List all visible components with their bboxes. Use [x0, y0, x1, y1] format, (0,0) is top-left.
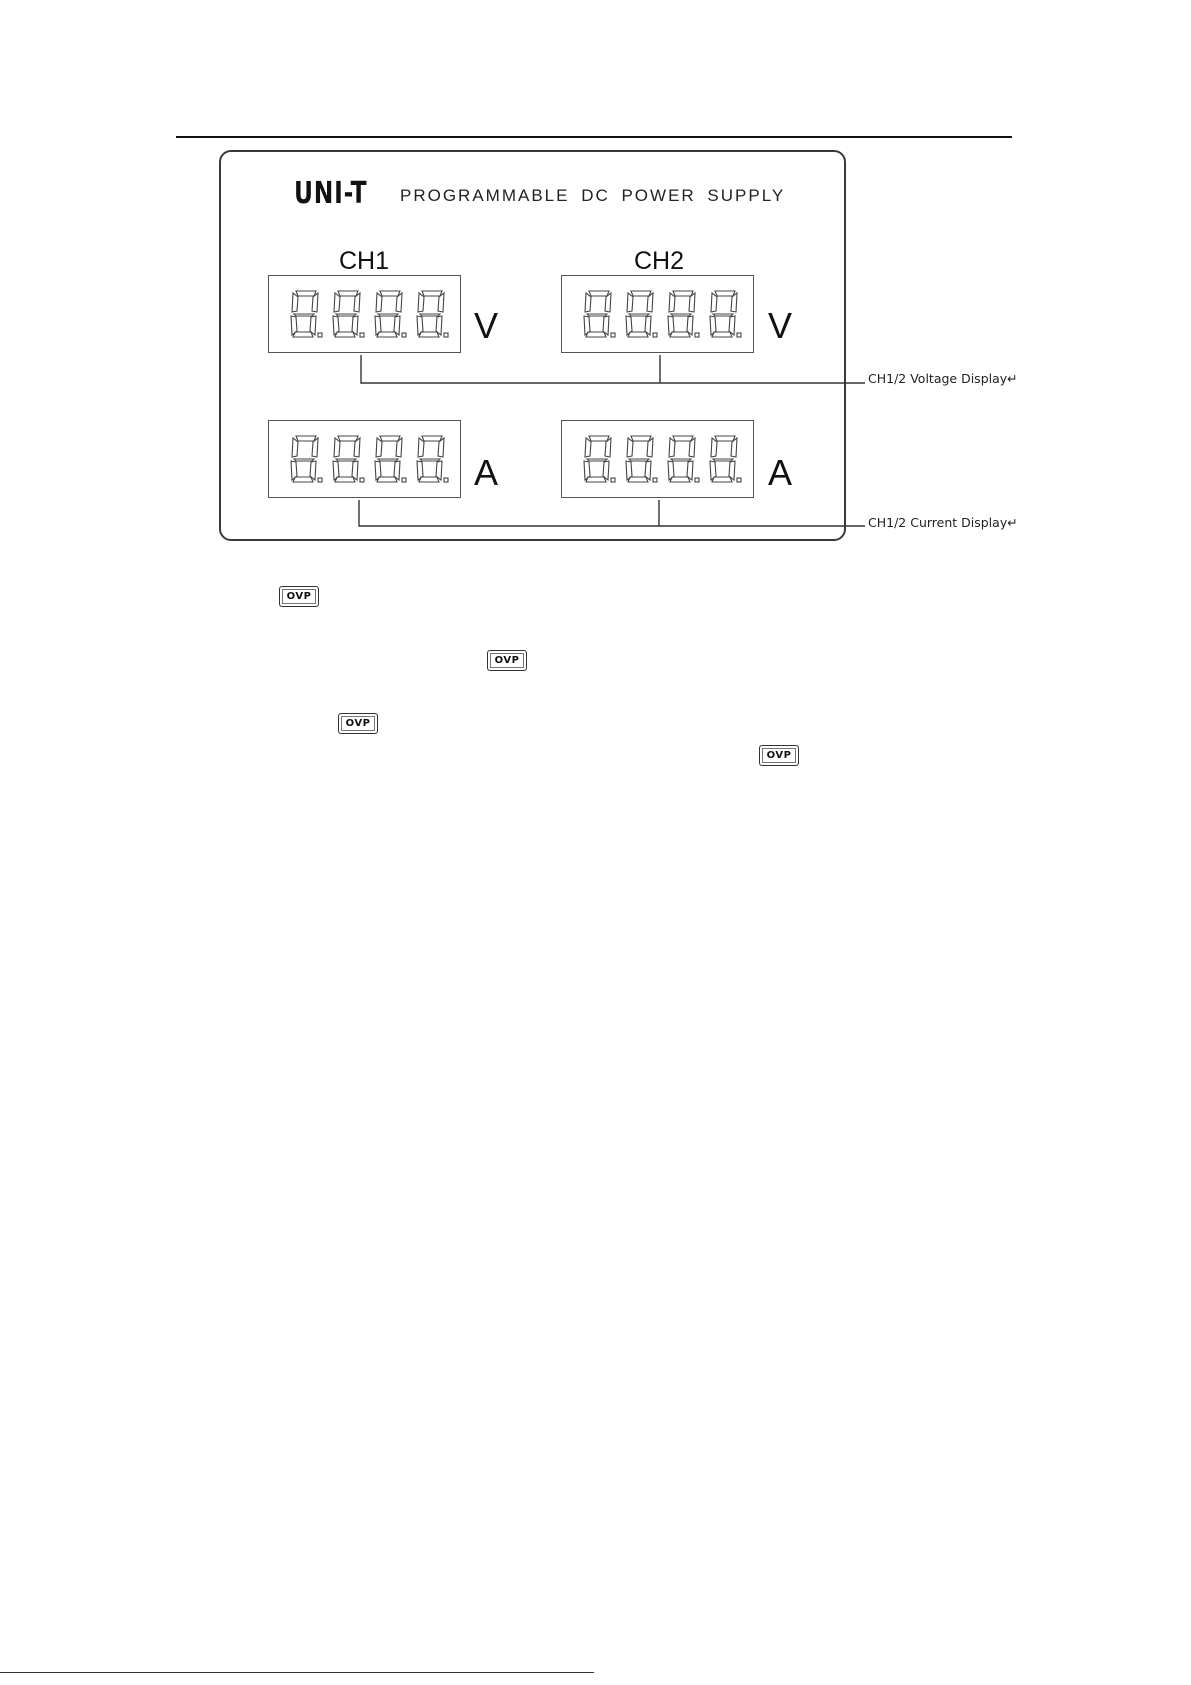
ovp-key-icon: OVP — [279, 586, 319, 607]
voltage-leader-line — [361, 355, 865, 383]
brand-logo: UNI-T — [294, 176, 368, 211]
ovp-key-icon: OVP — [338, 713, 378, 734]
current-display-callout: CH1/2 Current Display↵ — [868, 515, 1018, 530]
ovp-key-icon: OVP — [487, 650, 527, 671]
product-name: PROGRAMMABLE DC POWER SUPPLY — [400, 186, 786, 205]
ch2-label: CH2 — [634, 247, 685, 275]
ch1-label: CH1 — [339, 247, 390, 275]
ch2-voltage-unit: V — [768, 305, 793, 346]
voltage-display-callout: CH1/2 Voltage Display↵ — [868, 371, 1018, 386]
current-leader-line — [359, 500, 865, 526]
footer-rule — [0, 1672, 594, 1673]
callout-leader-lines — [0, 0, 1191, 560]
ch1-current-unit: A — [474, 452, 499, 493]
ovp-key-icon: OVP — [759, 745, 799, 766]
ch2-current-unit: A — [768, 452, 793, 493]
ch1-voltage-unit: V — [474, 305, 499, 346]
